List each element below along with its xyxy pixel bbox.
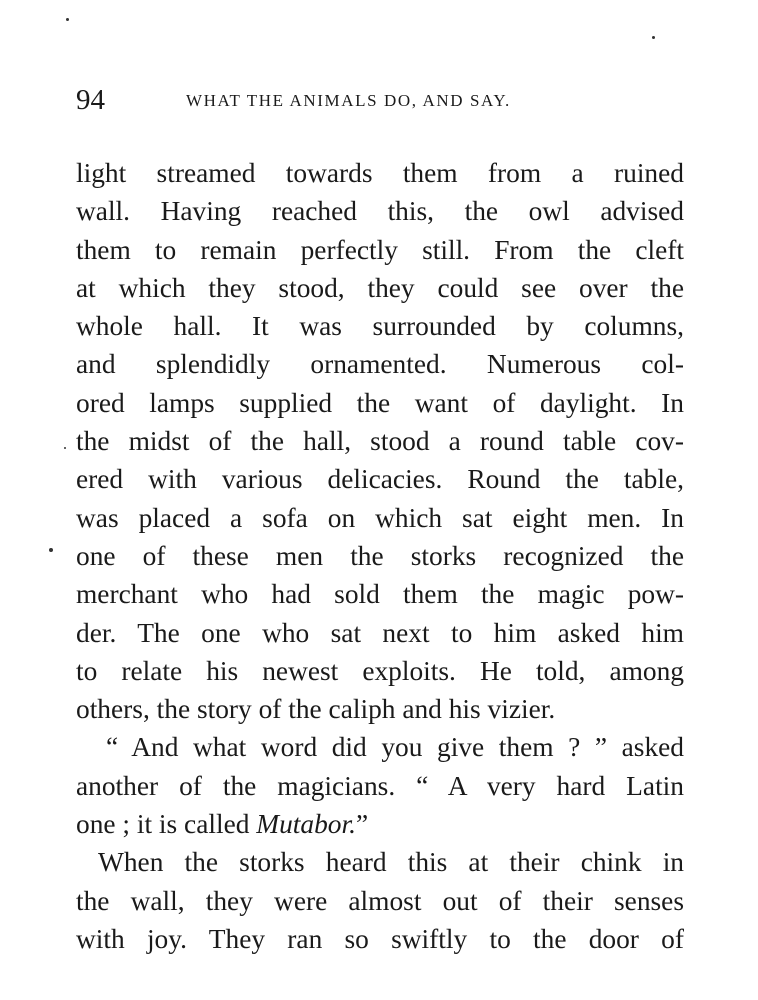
text-line: was placed a sofa on which sat eight men. In [76, 502, 684, 533]
ink-speck [49, 548, 53, 552]
closing-quote: ” [355, 809, 369, 840]
text-line: light streamed towards them from a ruined [76, 158, 684, 188]
text-line: others, the story of the caliph and his vizier. [76, 694, 556, 725]
text-line: at which they stood, they could see over the [76, 272, 684, 303]
page-number: 94 [76, 84, 105, 116]
text-line: merchant who had sold them the magic pow- [76, 579, 684, 610]
text-line: whole hall. It was surrounded by columns, [76, 311, 684, 342]
text-line: another of the magicians. “ A very hard Latin [76, 770, 684, 801]
running-head: WHAT THE ANIMALS DO, AND SAY. [186, 91, 511, 110]
page-header [76, 84, 686, 116]
ink-speck [652, 36, 655, 39]
text-line: the wall, they were almost out of their senses [76, 885, 684, 916]
body-text [76, 154, 684, 958]
text-line: When the storks heard this at their chink in [98, 847, 684, 878]
text-line: ored lamps supplied the want of daylight. In [76, 387, 684, 418]
text-line: ered with various delicacies. Round the table, [76, 464, 684, 495]
text-line: them to remain perfectly still. From the cleft [76, 234, 684, 265]
text-line: with joy. They ran so swiftly to the door of [76, 923, 684, 954]
text-line: and splendidly ornamented. Numerous col- [76, 349, 684, 380]
text-run: one ; it is called [76, 809, 257, 840]
ink-speck [64, 447, 66, 449]
text-line: one of these men the storks recognized the [76, 540, 684, 571]
text-line: the midst of the hall, stood a round table cov- [76, 426, 684, 457]
text-line: “ And what word did you give them ? ” asked [106, 732, 684, 763]
text-line: to relate his newest exploits. He told, among [76, 655, 684, 686]
ink-speck [66, 18, 69, 21]
text-line [76, 805, 684, 843]
italic-word: Mutabor. [256, 809, 356, 840]
text-line: der. The one who sat next to him asked him [76, 617, 684, 648]
text-line: wall. Having reached this, the owl advised [76, 196, 684, 227]
